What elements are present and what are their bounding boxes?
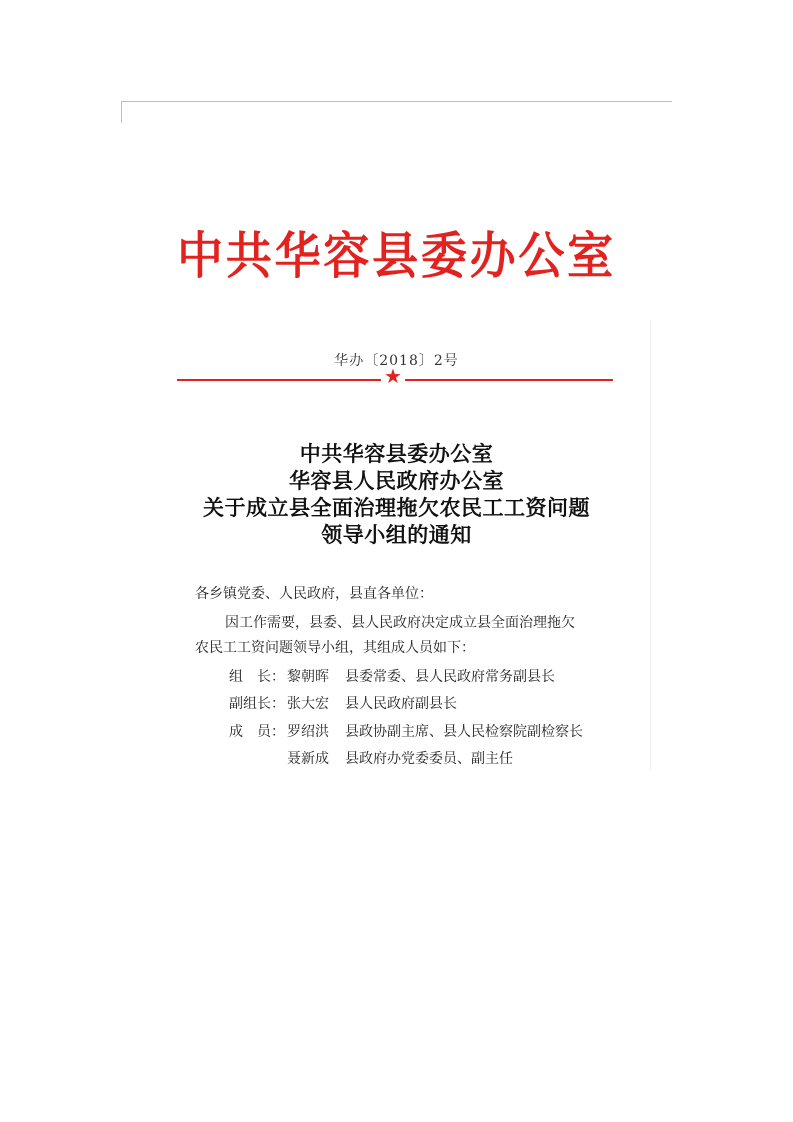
member-row bbox=[0, 721, 793, 743]
member-duty: 县政协副主席、县人民检察院副检察长 bbox=[345, 724, 583, 740]
member-name: 黎朝晖 bbox=[287, 669, 329, 685]
title-line-4: 领导小组的通知 bbox=[321, 522, 472, 547]
red-divider-right bbox=[405, 379, 613, 381]
notice-title bbox=[0, 440, 793, 548]
star-icon: ★ bbox=[384, 364, 402, 388]
title-line-1: 中共华容县委办公室 bbox=[299, 441, 494, 466]
crop-mark-left bbox=[121, 101, 122, 123]
member-name: 张大宏 bbox=[287, 696, 329, 712]
salutation: 各乡镇党委、人民政府，县直各单位： bbox=[195, 586, 433, 602]
issuer-heading: 中共华容县委办公室 bbox=[177, 226, 616, 285]
member-role: 成 员： bbox=[229, 724, 285, 740]
member-role: 组 长： bbox=[229, 669, 285, 685]
crop-mark-top bbox=[121, 101, 672, 102]
member-row bbox=[0, 693, 793, 715]
document-number: 华办〔2018〕2号 bbox=[334, 353, 459, 369]
member-duty: 县委常委、县人民政府常务副县长 bbox=[345, 669, 555, 685]
paragraph-line-2: 农民工工资问题领导小组，其组成人员如下： bbox=[195, 640, 475, 656]
member-row bbox=[0, 748, 793, 770]
title-line-2: 华容县人民政府办公室 bbox=[289, 468, 504, 493]
member-duty: 县人民政府副县长 bbox=[345, 696, 457, 712]
member-name: 聂新成 bbox=[287, 751, 329, 767]
member-name: 罗绍洪 bbox=[287, 724, 329, 740]
member-row bbox=[0, 666, 793, 688]
red-divider-left bbox=[177, 379, 381, 381]
title-line-3: 关于成立县全面治理拖欠农民工工资问题 bbox=[203, 495, 590, 520]
member-duty: 县政府办党委委员、副主任 bbox=[345, 751, 513, 767]
member-role: 副组长： bbox=[229, 696, 285, 712]
paragraph-line-1: 因工作需要，县委、县人民政府决定成立县全面治理拖欠 bbox=[225, 615, 575, 631]
